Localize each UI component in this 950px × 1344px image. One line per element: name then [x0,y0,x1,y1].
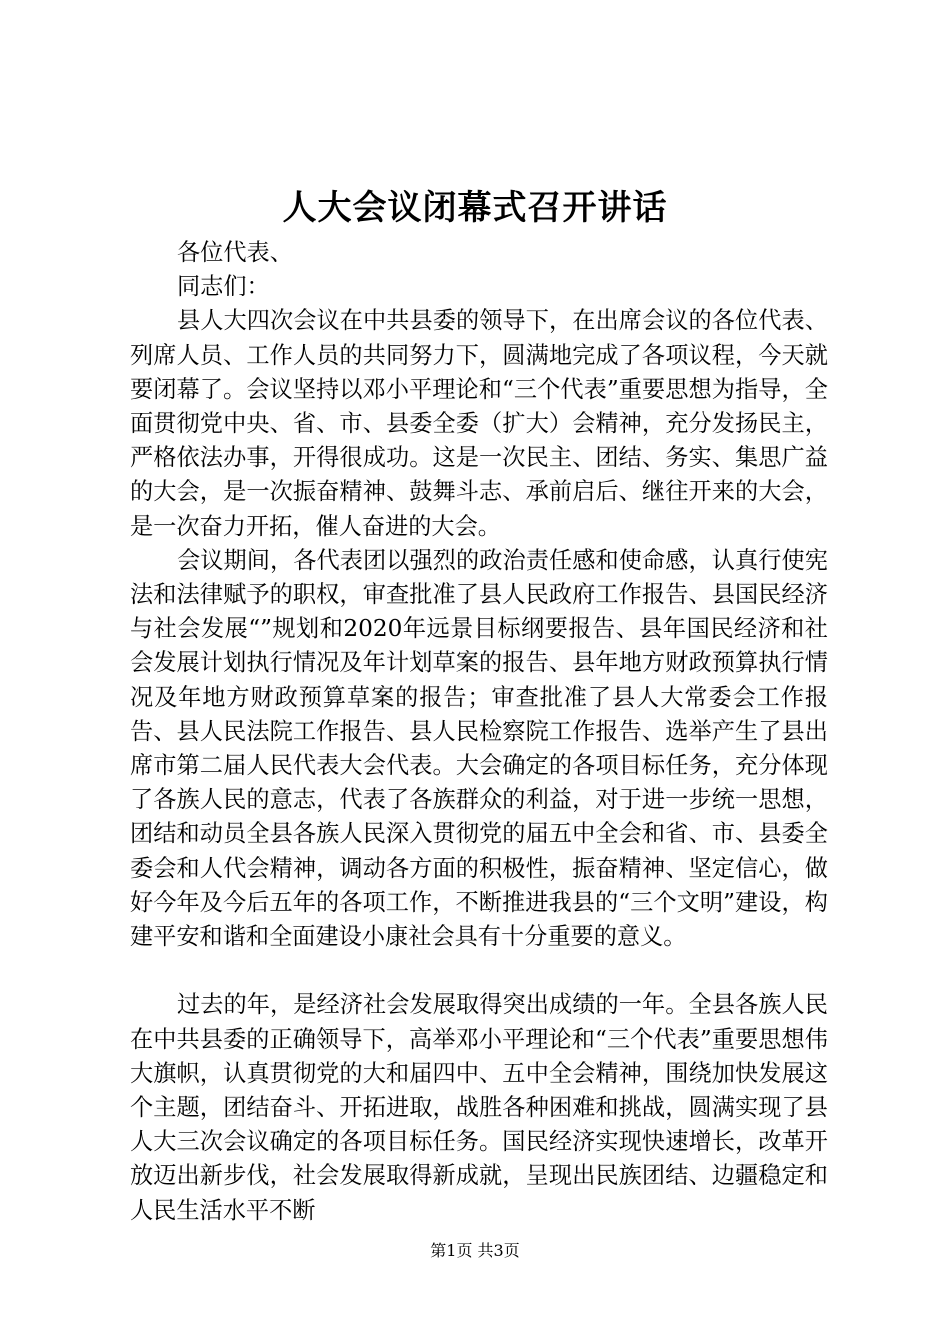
page-footer: 第1页 共3页 [430,1241,520,1260]
body-paragraph: 会议期间，各代表团以强烈的政治责任感和使命感，认真行使宪法和法律赋予的职权，审查批准了县人民政府工作报告、县国民经济与社会发展“”规划和2020年远景目标纲要报告、县年国民经济和社会发展计划执行情况及年计划草案的报告、县年地方财政预算执行情况及年地方财政预算草案的报告；审查批准了县人大常委会工作报告、县人民法院工作报告、县人民检察院工作报告、选举产生了县出席市第二届人民代表大会代表。大会确定的各项目标任务，充分体现了各族人民的意志，代表了各族群众的利益，对于进一步统一思想，团结和动员全县各族人民深入贯彻党的届五中全会和省、市、县委全委会和人代会精神，调动各方面的积极性，振奋精神、坚定信心，做好今年及今后五年的各项工作，不断推进我县的“三个文明”建设，构建平安和谐和全面建设小康社会具有十分重要的意义。 [130,546,828,951]
greeting-line: 各位代表、 [177,239,293,266]
body-paragraph: 县人大四次会议在中共县委的领导下，在出席会议的各位代表、列席人员、工作人员的共同努力下，圆满地完成了各项议程，今天就要闭幕了。会议坚持以邓小平理论和“三个代表”重要思想为指导，全面贯彻党中央、省、市、县委全委（扩大）会精神，充分发扬民主，严格依法办事，开得很成功。这是一次民主、团结、务实、集思广益的大会，是一次振奋精神、鼓舞斗志、承前启后、继往开来的大会，是一次奋力开拓，催人奋进的大会。 [130,307,828,540]
document-title: 人大会议闭幕式召开讲话 [282,188,668,228]
document-body [130,236,828,1228]
body-paragraph: 过去的年，是经济社会发展取得突出成绩的一年。全县各族人民在中共县委的正确领导下，高举邓小平理论和“三个代表”重要思想伟大旗帜，认真贯彻党的大和届四中、五中全会精神，围绕加快发展这个主题，团结奋斗、开拓进取，战胜各种困难和挑战，圆满实现了县人大三次会议确定的各项目标任务。国民经济实现快速增长，改革开放迈出新步伐，社会发展取得新成就，呈现出民族团结、边疆稳定和人民生活水平不断 [130,991,828,1224]
paragraph-spacer [130,954,828,988]
greeting-line: 同志们： [177,273,270,301]
